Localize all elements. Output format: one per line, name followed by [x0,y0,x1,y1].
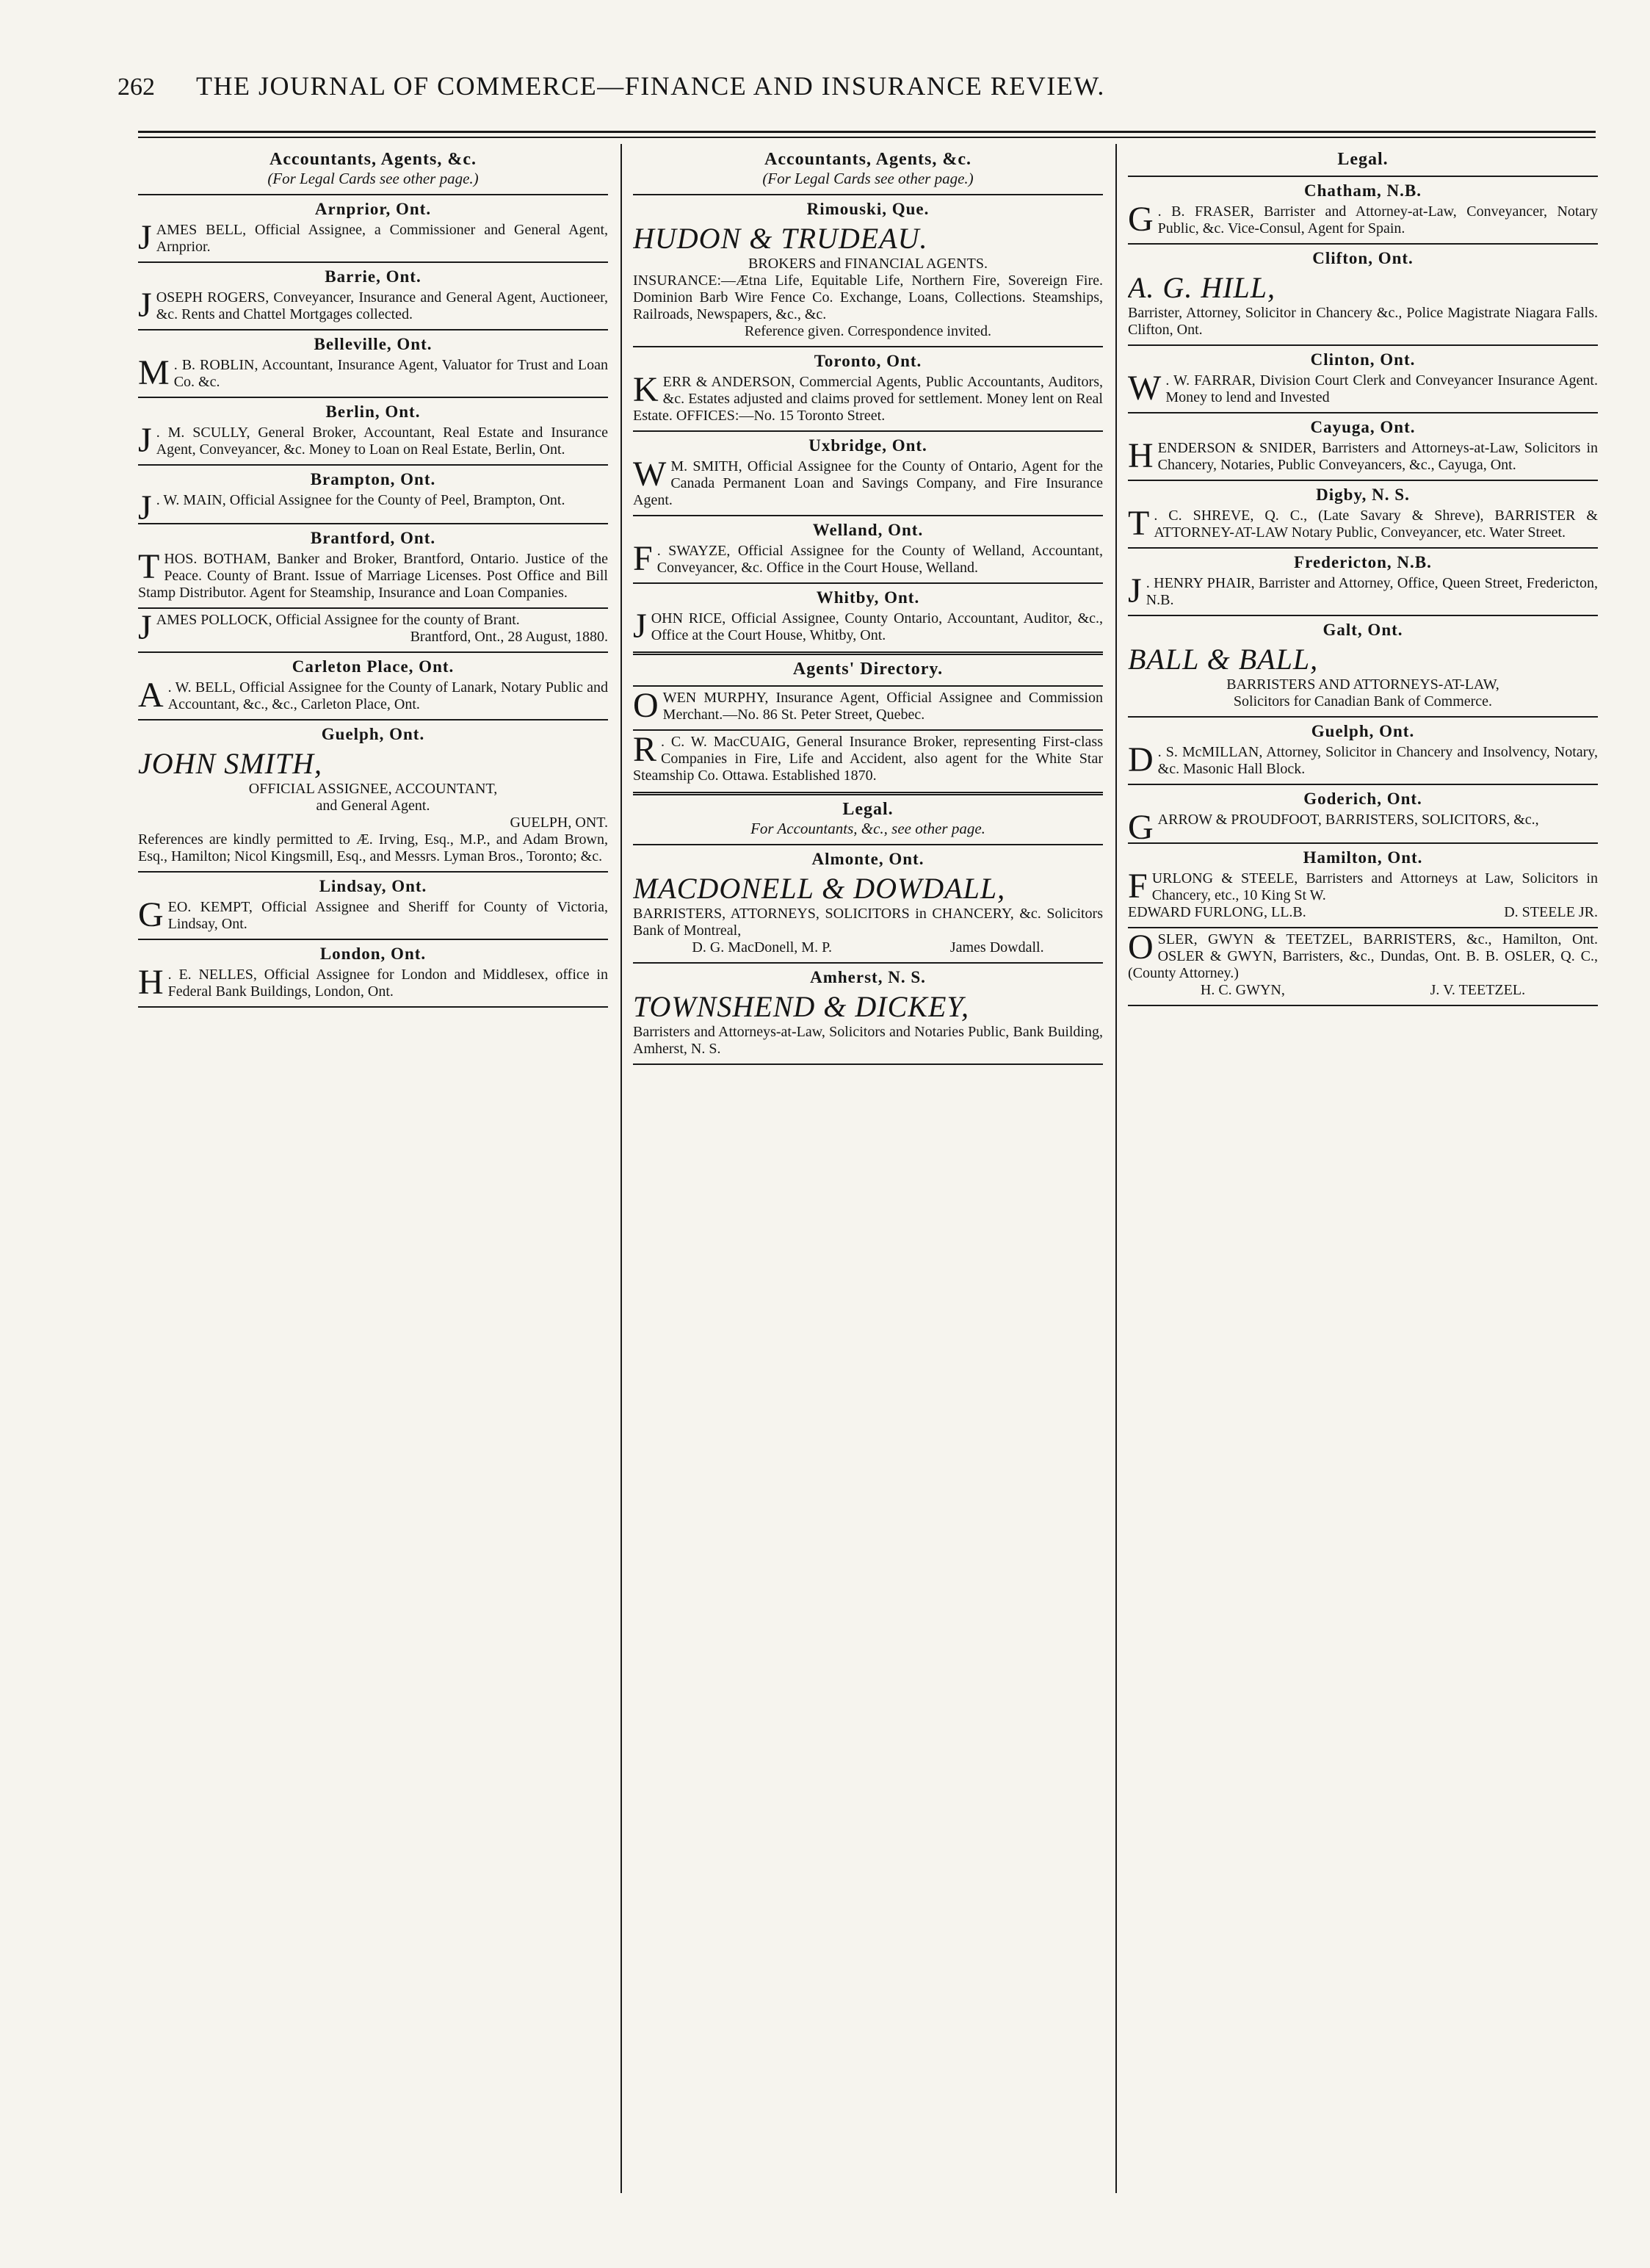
place-name: Welland, Ont. [812,521,924,539]
place-name: Chatham, N.B. [1304,181,1422,200]
listing [138,470,608,527]
listing-text [138,286,608,325]
drop-cap: J [138,218,152,257]
signature-left: D. G. MacDonell, M. P. [692,939,832,956]
drop-cap: T [138,547,160,586]
listing-body: SLER, GWYN & TEETZEL, BARRISTERS, &c., Hamilton, Ont. OSLER & GWYN, Barristers, &c., Dundas, Ont. B. B. OSLER, Q. C., (County Attorney.) [1128,931,1598,981]
listing-text [633,607,1103,646]
listing [138,945,608,1000]
listing-text [1128,436,1598,475]
place-name: Clifton, Ont. [1312,249,1414,267]
drop-cap: O [633,686,659,725]
listing-text [1128,504,1598,543]
listing [138,335,608,391]
divider [1128,716,1598,718]
drop-cap: J [138,488,152,527]
listing [138,529,608,602]
divider [1128,412,1598,413]
card-title: BROKERS and FINANCIAL AGENTS. [748,256,988,272]
card-name: MACDONELL & DOWDALL, [633,872,1006,905]
listing-body: ENDERSON & SNIDER, Barristers and Attorneys-at-Law, Solicitors in Chancery, Notaries, Public Conveyancers, &c., Cayuga, Ont. [1157,440,1598,473]
listing-body: OSEPH ROGERS, Conveyancer, Insurance and General Agent, Auctioneer, &c. Rents and Chattel Mortgages collected. [156,289,608,322]
listing-body: . W. MAIN, Official Assignee for the County of Peel, Brampton, Ont. [156,492,565,508]
column-2 [633,147,1103,2203]
place-name: London, Ont. [319,945,427,963]
place-name: Barrie, Ont. [325,267,421,286]
drop-cap: A [138,676,164,715]
drop-cap: F [1128,867,1148,906]
signature-right: D. STEELE JR. [1504,904,1598,920]
place-name: Fredericton, N.B. [1294,553,1432,571]
divider [1128,615,1598,616]
divider [633,515,1103,516]
signature-right: James Dowdall. [949,939,1044,956]
drop-cap: D [1128,740,1154,779]
drop-cap: F [633,539,653,578]
section-subheading: (For Legal Cards see other page.) [762,170,974,187]
divider [138,194,608,195]
listing-body: ERR & ANDERSON, Commercial Agents, Public Accountants, Auditors, &c. Estates adjusted and claims proved for settlement. Money lent on Real Estate. OFFICES:—No. 15 Toronto Street. [633,374,1103,424]
drop-cap: O [1128,928,1154,967]
card-title: BARRISTERS AND ATTORNEYS-AT-LAW, [1226,676,1499,693]
drop-cap: H [1128,436,1154,475]
card-name: BALL & BALL, [1128,643,1319,676]
listing-text [1128,808,1598,847]
listing-text [1128,369,1598,408]
listing-body: AMES BELL, Official Assignee, a Commissioner and General Agent, Arnprior. [156,222,608,255]
divider [138,607,608,609]
listing [1128,722,1598,778]
listing-card [633,850,1103,956]
place-name: Guelph, Ont. [1311,722,1415,740]
divider [138,261,608,263]
section-heading: Legal. [842,800,894,819]
card-text: Solicitors for Canadian Bank of Commerce. [1233,693,1493,709]
divider [138,397,608,398]
divider [633,346,1103,347]
divider [1128,176,1598,177]
drop-cap: T [1128,504,1150,543]
column-1 [138,147,608,2203]
drop-cap: J [1128,571,1142,610]
divider [1128,927,1598,928]
card-references: References are kindly permitted to Æ. Irving, Esq., M.P., and Adam Brown, Esq., Hamilton; Nicol Kingsmill, Esq., and Messrs. Lyman Bros., Toronto; &c. [138,831,608,864]
card-city: GUELPH, ONT. [510,815,608,831]
card-text: Barrister, Attorney, Solicitor in Chancery &c., Police Magistrate Niagara Falls. Clifton, Ont. [1128,305,1598,338]
card-signatures [633,939,1103,956]
divider [633,582,1103,584]
listing-text [138,421,608,460]
listing-text [633,455,1103,509]
drop-cap: J [138,608,152,647]
place-name: Cayuga, Ont. [1310,418,1416,436]
listing [138,877,608,933]
divider [138,939,608,940]
listing [1128,848,1598,921]
column-3 [1128,147,1598,2203]
listing [1128,350,1598,406]
card-name: A. G. HILL, [1128,271,1276,304]
place-name: Digby, N. S. [1316,485,1410,504]
divider [1128,243,1598,245]
divider [138,1006,608,1008]
place-name: Hamilton, Ont. [1303,848,1423,867]
place-name: Berlin, Ont. [325,402,421,421]
place-name: Goderich, Ont. [1303,790,1422,808]
section-heading: Accountants, Agents, &c. [269,150,477,169]
divider [1128,480,1598,481]
listing-text [633,686,1103,725]
listing-text [138,353,608,392]
signature-left: EDWARD FURLONG, LL.B. [1128,904,1306,920]
listing-text [138,218,608,257]
card-text: INSURANCE:—Ætna Life, Equitable Life, Northern Fire, Sovereign Fire. Dominion Barb Wire Fence Co. Exchange, Loans, Collections. Steamships, Railroads, Newspapers, &c., &c. [633,272,1103,322]
listing [138,657,608,713]
divider [138,329,608,331]
listing-body: URLONG & STEELE, Barristers and Attorneys at Law, Solicitors in Chancery, etc., 10 King St W. [1151,870,1598,903]
listing [633,436,1103,509]
place-name: Amherst, N. S. [810,968,926,986]
listing [1128,181,1598,237]
divider [138,523,608,524]
divider [633,685,1103,687]
card-name: TOWNSHEND & DICKEY, [633,990,969,1023]
section-heading: Accountants, Agents, &c. [764,150,971,169]
divider [633,962,1103,964]
listing-body: . W. BELL, Official Assignee for the County of Lanark, Notary Public and Accountant, &c., &c., Carleton Place, Ont. [167,679,608,712]
divider [1128,784,1598,785]
card-note: Reference given. Correspondence invited. [745,323,991,339]
listing-text [138,676,608,715]
divider [1128,344,1598,346]
listing-signatures [1128,904,1598,921]
section-heading: Legal. [1337,150,1389,169]
listing-body: . M. SCULLY, General Broker, Accountant, Real Estate and Insurance Agent, Conveyancer, &c. Money to Loan on Real Estate, Berlin, Ont. [156,425,608,458]
divider [633,1063,1103,1065]
place-name: Rimouski, Que. [806,200,930,218]
divider [633,729,1103,731]
listing-card [633,200,1103,340]
listing [633,352,1103,425]
listing-signatures [1128,982,1598,999]
card-name: HUDON & TRUDEAU. [633,222,928,255]
drop-cap: G [1128,200,1154,239]
listing [138,200,608,256]
section-subheading: (For Legal Cards see other page.) [267,170,479,187]
divider [1128,547,1598,549]
double-divider [633,651,1103,655]
place-name: Brantford, Ont. [310,529,436,547]
drop-cap: G [1128,808,1154,847]
listing-text [138,547,608,602]
listing-body: ARROW & PROUDFOOT, BARRISTERS, SOLICITORS, &c., [1157,812,1539,828]
divider [1128,842,1598,844]
listing [138,267,608,323]
drop-cap: K [633,370,659,409]
divider [138,719,608,721]
card-title: OFFICIAL ASSIGNEE, ACCOUNTANT, [248,781,498,797]
listing-text [1128,740,1598,779]
place-name: Clinton, Ont. [1310,350,1416,369]
journal-title: THE JOURNAL OF COMMERCE—FINANCE AND INSURANCE REVIEW. [196,71,1105,101]
place-name: Whitby, Ont. [816,588,920,607]
listing [1128,418,1598,474]
divider [138,651,608,653]
divider [138,464,608,466]
listing-body: WEN MURPHY, Insurance Agent, Official Assignee and Commission Merchant.—No. 86 St. Peter Street, Quebec. [662,690,1103,723]
listing-body: . C. SHREVE, Q. C., (Late Savary & Shreve), BARRISTER & ATTORNEY-AT-LAW Notary Public, Conveyancer, etc. Water Street. [1154,508,1598,541]
drop-cap: J [138,286,152,325]
listing [1128,553,1598,609]
listing-card [1128,621,1598,710]
listing [138,608,608,647]
listing [1128,928,1598,999]
listing-text [1128,571,1598,610]
signature-left: H. C. GWYN, [1200,982,1285,998]
card-text: BARRISTERS, ATTORNEYS, SOLICITORS in CHANCERY, &c. Solicitors Bank of Montreal, [633,906,1103,939]
drop-cap: W [1128,369,1162,408]
listing-body: . SWAYZE, Official Assignee for the County of Welland, Accountant, Conveyancer, &c. Office in the Court House, Welland. [656,543,1103,576]
place-name: Carleton Place, Ont. [292,657,455,676]
listing-text [633,730,1103,784]
card-line: and General Agent. [316,798,430,814]
listing-body: OHN RICE, Official Assignee, County Ontario, Accountant, Auditor, &c., Office at the Court House, Whitby, Ont. [651,610,1103,643]
drop-cap: W [633,455,667,494]
drop-cap: G [138,895,164,934]
listing-text [1128,867,1598,906]
listing-body: . S. McMILLAN, Attorney, Solicitor in Chancery and Insolvency, Notary, &c. Masonic Hall Block. [1157,744,1598,777]
place-name: Lindsay, Ont. [319,877,427,895]
listing-body: EO. KEMPT, Official Assignee and Sheriff for County of Victoria, Lindsay, Ont. [167,899,608,932]
double-divider [633,792,1103,795]
column-divider [1115,144,1117,2193]
divider [633,844,1103,845]
card-name: JOHN SMITH, [138,747,322,780]
place-name: Toronto, Ont. [814,352,922,370]
drop-cap: M [138,353,170,392]
listing-text [138,963,608,1002]
listing-body: AMES POLLOCK, Official Assignee for the county of Brant. [156,612,520,628]
listing-body: . B. FRASER, Barrister and Attorney-at-Law, Conveyancer, Notary Public, &c. Vice-Consul, Agent for Spain. [1157,203,1598,236]
place-name: Guelph, Ont. [321,725,425,743]
listing-body: HOS. BOTHAM, Banker and Broker, Brantford, Ontario. Justice of the Peace. County of Brant. Issue of Marriage Licenses. Post Office and Bill Stamp Distributor. Agent for Steamship, Insurance and Loan Companies. [138,551,608,601]
listing-body: . W. FARRAR, Division Court Clerk and Conveyancer Insurance Agent. Money to lend and Invested [1165,372,1598,405]
listing-text [138,895,608,934]
listing [633,588,1103,644]
signature-right: J. V. TEETZEL. [1430,982,1526,998]
listing-body: . B. ROBLIN, Accountant, Insurance Agent, Valuator for Trust and Loan Co. &c. [173,357,608,390]
place-name: Uxbridge, Ont. [808,436,927,455]
listing-body: . C. W. MacCUAIG, General Insurance Broker, representing First-class Companies in Fire, Life and Accident, also agent for the White Star Steamship Co. Ottawa. Established 1870. [633,734,1103,784]
header-rule [138,131,1596,133]
listing-card [138,725,608,865]
divider [138,871,608,873]
listing [1128,485,1598,541]
page-number: 262 [117,73,155,101]
place-name: Almonte, Ont. [811,850,924,868]
header-rule-thin [138,137,1596,138]
drop-cap: J [138,421,152,460]
drop-cap: J [633,607,647,646]
listing [138,402,608,458]
listing-text [633,539,1103,578]
place-name: Brampton, Ont. [310,470,436,488]
drop-cap: H [138,963,164,1002]
card-text: Barristers and Attorneys-at-Law, Solicitors and Notaries Public, Bank Building, Amherst, N. S. [633,1024,1103,1057]
drop-cap: R [633,730,657,769]
listing-note: Brantford, Ont., 28 August, 1880. [410,629,608,645]
listing-body: . E. NELLES, Official Assignee for London and Middlesex, office in Federal Bank Buildings, London, Ont. [167,967,608,1000]
masthead [117,71,1513,115]
column-divider [620,144,622,2193]
listing [1128,790,1598,847]
section-heading: Agents' Directory. [792,660,944,679]
listing-text [138,488,608,527]
listing [633,521,1103,577]
place-name: Galt, Ont. [1322,621,1403,639]
listing-text [1128,200,1598,239]
listing-card [1128,249,1598,339]
divider [633,430,1103,432]
listing-text [633,370,1103,425]
listing-card [633,968,1103,1058]
section-subheading: For Accountants, &c., see other page. [750,820,985,837]
divider [1128,1005,1598,1006]
divider [633,194,1103,195]
place-name: Belleville, Ont. [314,335,433,353]
place-name: Arnprior, Ont. [314,200,432,218]
listing-text [1128,928,1598,982]
listing-body: M. SMITH, Official Assignee for the County of Ontario, Agent for the Canada Permanent Loan and Savings Company, and Fire Insurance Agent. [633,458,1103,508]
listing-body: . HENRY PHAIR, Barrister and Attorney, Office, Queen Street, Fredericton, N.B. [1146,575,1598,608]
